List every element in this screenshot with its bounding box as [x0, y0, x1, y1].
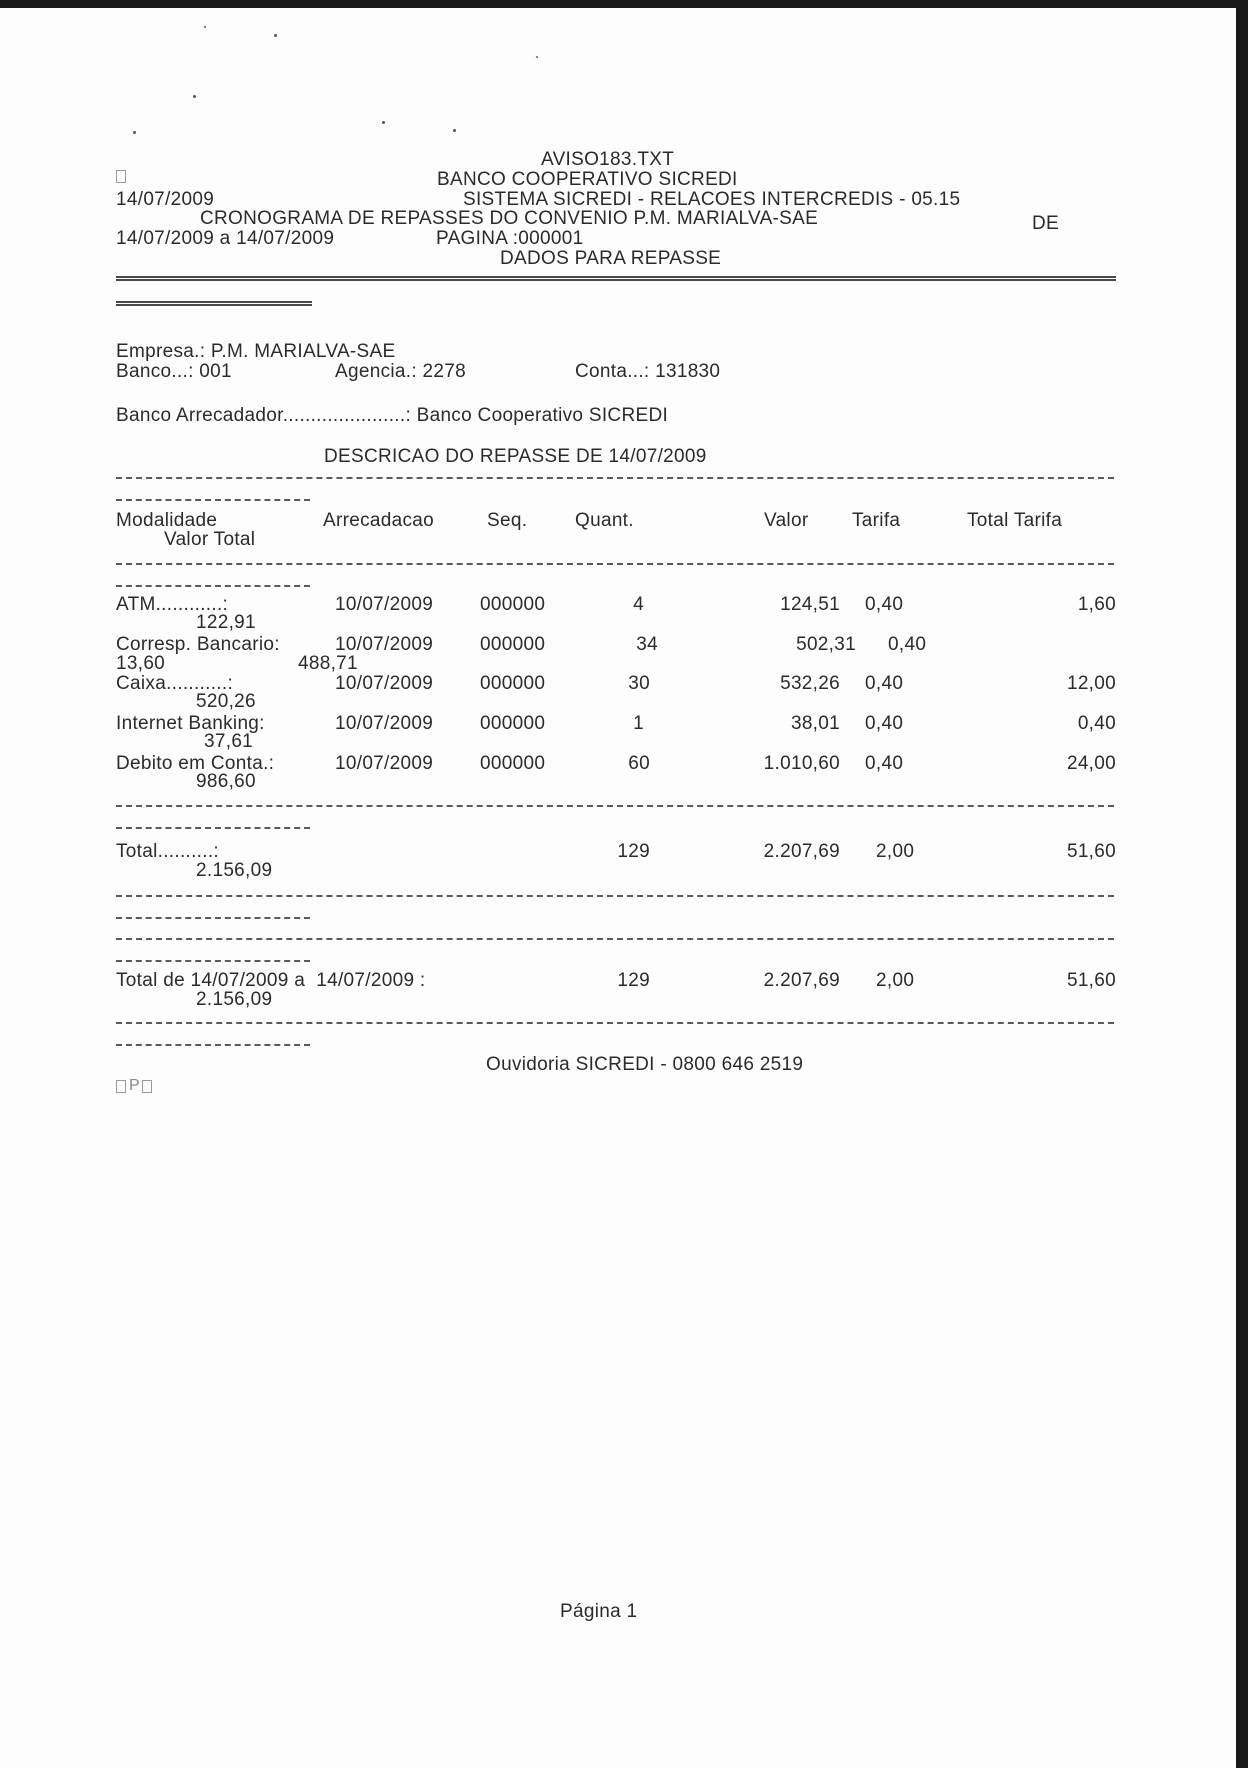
grand-total-quant: 129: [617, 970, 650, 991]
account-number: Conta...: 131830: [575, 361, 721, 382]
report-date: 14/07/2009: [116, 189, 215, 210]
row-arrecadacao: 10/07/2009: [335, 753, 434, 774]
row-seq: 000000: [480, 713, 546, 734]
col-header-total-tarifa: Total Tarifa: [967, 510, 1063, 531]
page-number: PAGINA :000001: [436, 228, 584, 249]
section-title: DADOS PARA REPASSE: [500, 248, 722, 269]
row-total-tarifa: 24,00: [1066, 753, 1116, 774]
row-arrecadacao: 10/07/2009: [335, 713, 434, 734]
report-title-de: DE: [1032, 213, 1059, 234]
row-tarifa: 0,40: [888, 634, 927, 655]
scan-speck: [453, 129, 456, 132]
dashed-rule: [116, 563, 1114, 565]
row-total-tarifa: 13,60: [116, 653, 166, 674]
row-total-tarifa: 0,40: [1077, 713, 1116, 734]
bank-name: BANCO COOPERATIVO SICREDI: [437, 169, 738, 190]
grand-total-label: Total de 14/07/2009 a 14/07/2009 :: [116, 970, 426, 991]
agency-code: Agencia.: 2278: [335, 361, 466, 382]
total-valor-total: 2.156,09: [196, 860, 273, 881]
dashed-rule: [116, 805, 1114, 807]
ombudsman-contact: Ouvidoria SICREDI - 0800 646 2519: [486, 1054, 804, 1075]
row-quant: 4: [633, 594, 644, 615]
total-quant: 129: [617, 841, 650, 862]
row-valor: 1.010,60: [763, 753, 840, 774]
document-page: [0, 8, 1236, 1768]
row-total-tarifa: 12,00: [1066, 673, 1116, 694]
report-title: CRONOGRAMA DE REPASSES DO CONVENIO P.M. MARIALVA-SAE: [200, 208, 819, 229]
col-header-quant: Quant.: [575, 510, 634, 531]
col-header-tarifa: Tarifa: [852, 510, 901, 531]
row-modalidade: Internet Banking:: [116, 713, 265, 734]
double-rule: [116, 276, 1116, 281]
col-header-valor: Valor: [764, 510, 809, 531]
col-header-modalidade: Modalidade: [116, 510, 218, 531]
row-modalidade: Corresp. Bancario:: [116, 634, 280, 655]
row-modalidade: Debito em Conta.:: [116, 753, 275, 774]
report-period: 14/07/2009 a 14/07/2009: [116, 228, 335, 249]
grand-total-valor: 2.207,69: [763, 970, 840, 991]
scan-speck: [536, 56, 538, 58]
row-quant: 34: [636, 634, 658, 655]
dashed-rule: [116, 938, 1114, 940]
row-arrecadacao: 10/07/2009: [335, 634, 434, 655]
row-seq: 000000: [480, 594, 546, 615]
row-valor: 124,51: [780, 594, 840, 615]
row-arrecadacao: 10/07/2009: [335, 594, 434, 615]
row-valor-total: 122,91: [196, 612, 256, 633]
row-total-tarifa: 1,60: [1077, 594, 1116, 615]
system-name: SISTEMA SICREDI - RELACOES INTERCREDIS - 05.15: [463, 189, 961, 210]
scan-speck: [133, 131, 136, 134]
row-seq: 000000: [480, 673, 546, 694]
dashed-rule: [116, 827, 310, 829]
dashed-rule: [116, 499, 310, 501]
grand-total-tarifa: 2,00: [876, 970, 915, 991]
control-char-box: [116, 1080, 126, 1093]
row-quant: 60: [628, 753, 650, 774]
row-seq: 000000: [480, 634, 546, 655]
total-total-tarifa: 51,60: [1066, 841, 1116, 862]
footer-mark: P: [129, 1077, 140, 1094]
scan-speck: [193, 95, 196, 98]
row-valor: 38,01: [790, 713, 840, 734]
file-name: AVISO183.TXT: [541, 149, 675, 170]
row-valor-total: 488,71: [298, 653, 358, 674]
col-header-arrecadacao: Arrecadacao: [323, 510, 435, 531]
bank-code: Banco...: 001: [116, 361, 232, 382]
row-quant: 1: [633, 713, 644, 734]
total-label: Total..........:: [116, 841, 220, 862]
grand-total-valor-total: 2.156,09: [196, 989, 273, 1010]
row-tarifa: 0,40: [865, 753, 904, 774]
row-tarifa: 0,40: [865, 673, 904, 694]
col-header-valor-total: Valor Total: [164, 529, 256, 550]
col-header-seq: Seq.: [487, 510, 528, 531]
dashed-rule: [116, 1044, 310, 1046]
row-valor-total: 520,26: [196, 691, 256, 712]
control-char-box: [142, 1080, 152, 1093]
total-valor: 2.207,69: [763, 841, 840, 862]
dashed-rule: [116, 585, 310, 587]
dashed-rule: [116, 477, 1114, 479]
page-label: Página 1: [560, 1601, 638, 1622]
dashed-rule: [116, 917, 310, 919]
scan-speck: [382, 121, 385, 124]
row-valor: 532,26: [780, 673, 840, 694]
dashed-rule: [116, 1022, 1114, 1024]
dashed-rule: [116, 895, 1114, 897]
company-name: Empresa.: P.M. MARIALVA-SAE: [116, 341, 396, 362]
row-valor-total: 37,61: [204, 731, 254, 752]
dashed-rule: [116, 960, 310, 962]
row-modalidade: Caixa...........:: [116, 673, 234, 694]
control-char-box: [116, 170, 126, 183]
row-tarifa: 0,40: [865, 594, 904, 615]
row-tarifa: 0,40: [865, 713, 904, 734]
double-rule: [116, 301, 312, 306]
transfer-description-title: DESCRICAO DO REPASSE DE 14/07/2009: [324, 446, 707, 467]
total-tarifa: 2,00: [876, 841, 915, 862]
collecting-bank: Banco Arrecadador......................: Banco Cooperativo SICREDI: [116, 405, 669, 426]
scan-speck: [204, 26, 206, 28]
row-seq: 000000: [480, 753, 546, 774]
grand-total-total-tarifa: 51,60: [1066, 970, 1116, 991]
scan-speck: [274, 34, 277, 37]
row-modalidade: ATM............:: [116, 594, 229, 615]
row-valor: 502,31: [796, 634, 856, 655]
row-quant: 30: [628, 673, 650, 694]
row-valor-total: 986,60: [196, 771, 256, 792]
row-arrecadacao: 10/07/2009: [335, 673, 434, 694]
